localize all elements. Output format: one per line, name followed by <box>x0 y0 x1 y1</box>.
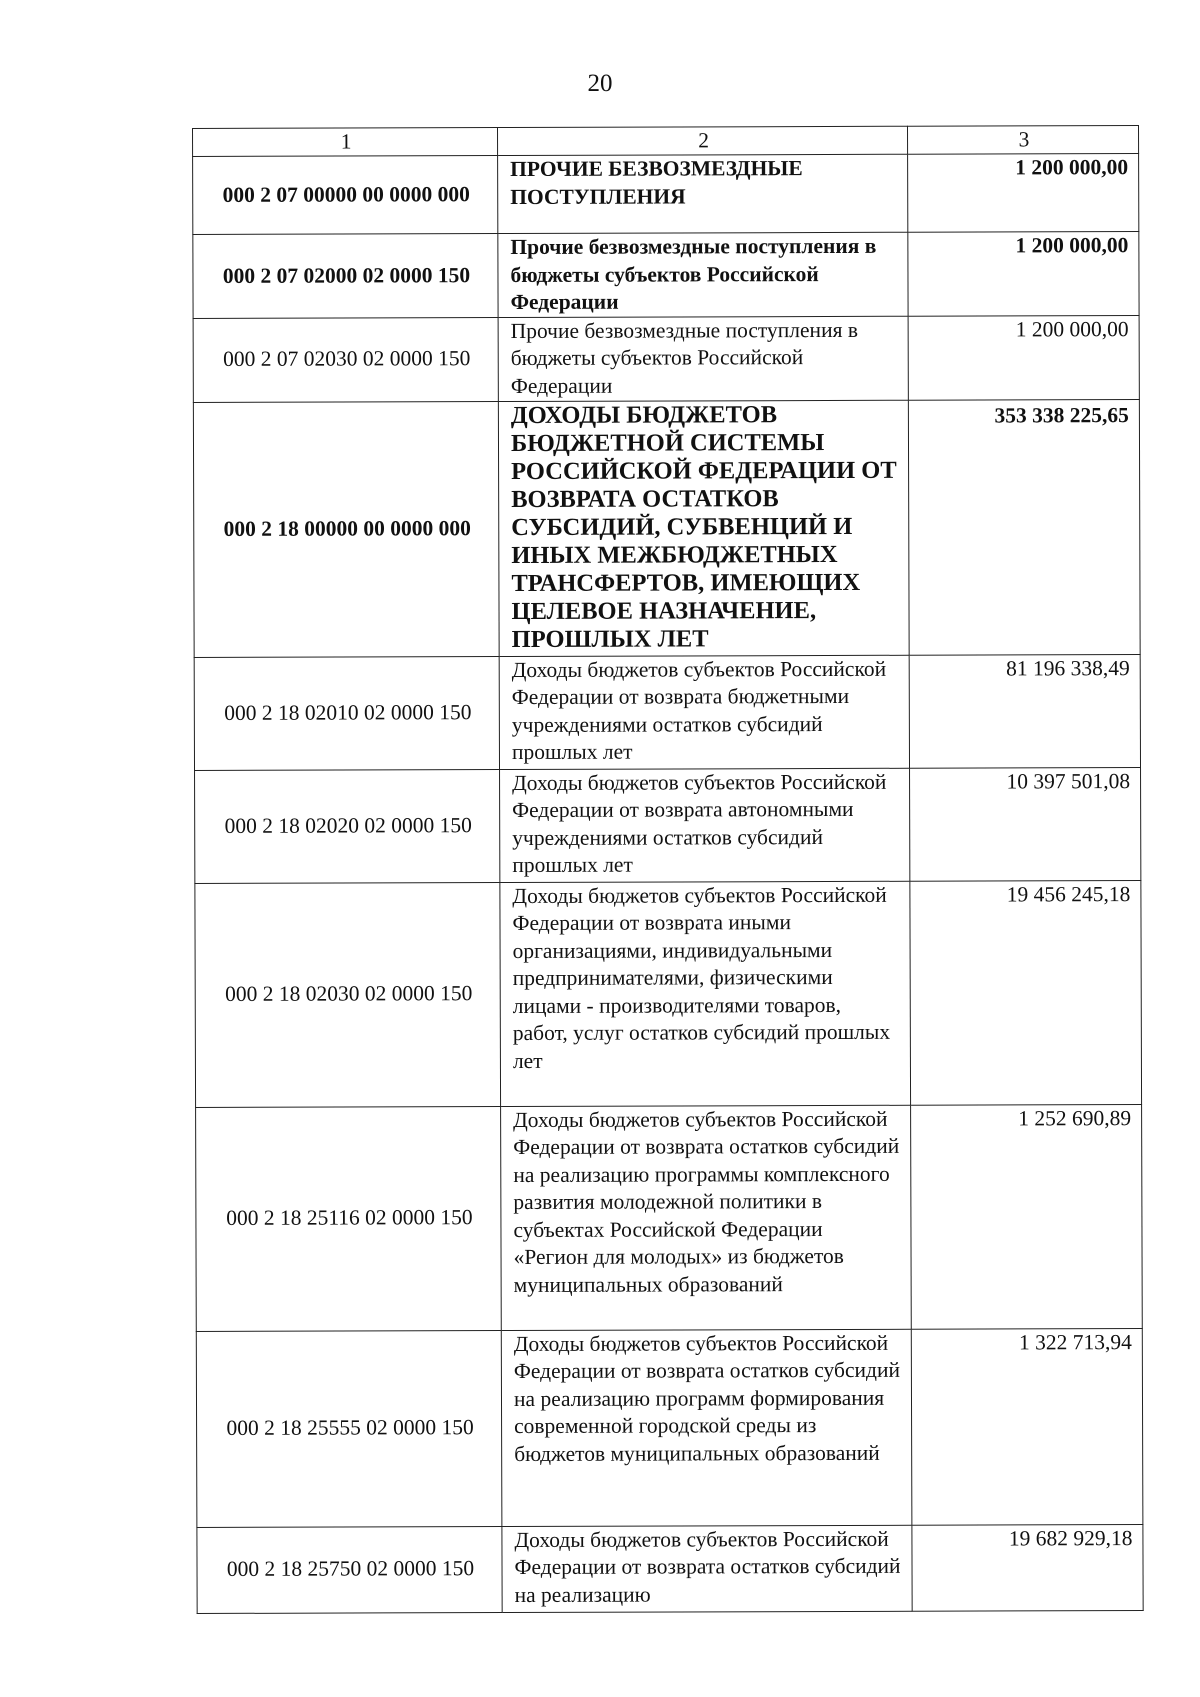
row-name: Доходы бюджетов субъектов Российской Федерации от возврата остатков субсидий на реализацию <box>502 1525 912 1612</box>
table-row <box>193 399 1140 657</box>
table-row <box>195 880 1142 1107</box>
row-code: 000 2 18 25750 02 0000 150 <box>197 1526 502 1613</box>
table-row <box>195 767 1141 883</box>
row-amount: 1 200 000,00 <box>908 154 1139 233</box>
row-amount: 353 338 225,65 <box>908 399 1140 655</box>
row-amount: 19 682 929,18 <box>912 1524 1143 1611</box>
column-header-3: 3 <box>907 126 1138 155</box>
row-name: Доходы бюджетов субъектов Российской Федерации от возврата остатков субсидий на реализацию программ формирования современной городской среды из бюджетов муниципальных образований <box>501 1329 912 1526</box>
row-name: Доходы бюджетов субъектов Российской Федерации от возврата автономными учреждениями остатков субсидий прошлых лет <box>500 768 910 882</box>
row-code: 000 2 07 02030 02 0000 150 <box>193 317 498 402</box>
row-code: 000 2 07 00000 00 0000 000 <box>193 156 498 235</box>
row-code: 000 2 18 00000 00 0000 000 <box>193 401 499 657</box>
table-header-row <box>193 126 1139 157</box>
table-row <box>193 154 1139 235</box>
table-row <box>193 315 1139 402</box>
table-row <box>193 232 1139 318</box>
row-amount: 1 200 000,00 <box>908 232 1139 316</box>
row-amount: 1 200 000,00 <box>908 315 1139 400</box>
row-name: Прочие безвозмездные поступления в бюджеты субъектов Российской Федерации <box>498 232 908 317</box>
row-code: 000 2 18 25555 02 0000 150 <box>196 1330 502 1527</box>
table-row <box>197 1524 1143 1613</box>
row-code: 000 2 18 02020 02 0000 150 <box>195 769 500 883</box>
page-number: 20 <box>587 70 613 97</box>
row-amount: 10 397 501,08 <box>910 767 1141 881</box>
row-name: Доходы бюджетов субъектов Российской Федерации от возврата иными организациями, индивидуальными предпринимателями, физическими лицами - производителями товаров, работ, услуг остатков субсидий прошлых лет <box>500 881 911 1106</box>
row-code: 000 2 07 02000 02 0000 150 <box>193 234 498 318</box>
row-code: 000 2 18 02030 02 0000 150 <box>195 882 501 1107</box>
table-row <box>196 1104 1143 1331</box>
column-header-1: 1 <box>193 128 498 157</box>
row-code: 000 2 18 02010 02 0000 150 <box>194 656 499 770</box>
row-amount: 1 252 690,89 <box>911 1104 1143 1329</box>
row-amount: 81 196 338,49 <box>909 654 1140 768</box>
row-name: ПРОЧИЕ БЕЗВОЗМЕЗДНЫЕ ПОСТУПЛЕНИЯ <box>498 154 908 233</box>
row-name: Доходы бюджетов субъектов Российской Федерации от возврата бюджетными учреждениями остатков субсидий прошлых лет <box>499 655 909 769</box>
table-row <box>194 654 1140 770</box>
table-row <box>196 1328 1143 1527</box>
row-name: Доходы бюджетов субъектов Российской Федерации от возврата остатков субсидий на реализацию программы комплексного развития молодежной политики в субъектах Российской Федерации «Регион для молодых» из бюджетов муниципальных образований <box>501 1105 912 1330</box>
row-amount: 1 322 713,94 <box>911 1328 1143 1525</box>
row-amount: 19 456 245,18 <box>910 880 1142 1105</box>
budget-revenue-table <box>192 125 1144 1613</box>
row-name: ДОХОДЫ БЮДЖЕТОВ БЮДЖЕТНОЙ СИСТЕМЫ РОССИЙСКОЙ ФЕДЕРАЦИИ ОТ ВОЗВРАТА ОСТАТКОВ СУБСИДИЙ, СУБВЕНЦИЙ И ИНЫХ МЕЖБЮДЖЕТНЫХ ТРАНСФЕРТОВ, ИМЕЮЩИХ ЦЕЛЕВОЕ НАЗНАЧЕНИЕ, ПРОШЛЫХ ЛЕТ <box>498 400 909 656</box>
row-name: Прочие безвозмездные поступления в бюджеты субъектов Российской Федерации <box>498 316 908 401</box>
column-header-2: 2 <box>498 126 908 155</box>
row-code: 000 2 18 25116 02 0000 150 <box>196 1106 502 1331</box>
